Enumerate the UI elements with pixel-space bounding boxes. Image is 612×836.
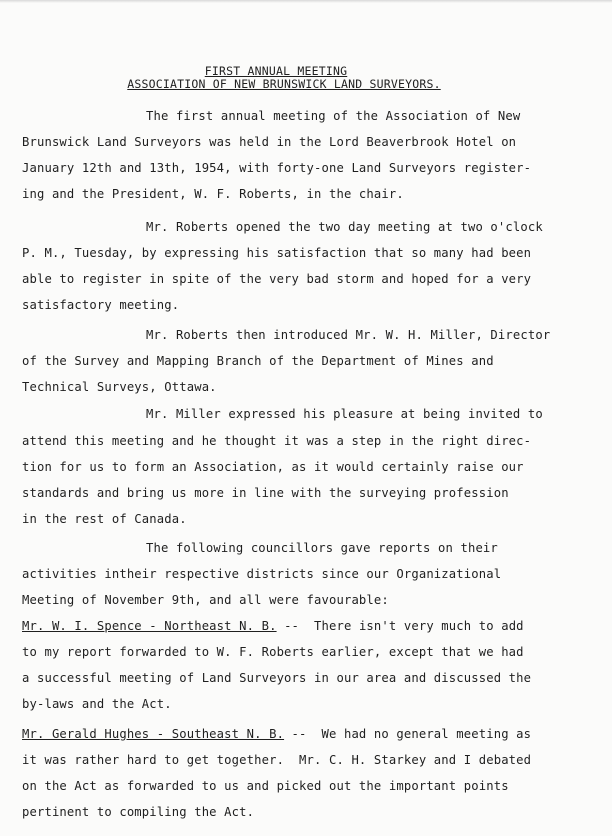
paragraph-2-line-1: Mr. Roberts opened the two day meeting at two o'clock — [146, 220, 543, 234]
report-1-first-line-text: -- There isn't very much to add — [276, 619, 524, 633]
report-2-line-3: on the Act as forwarded to us and picked out the important points — [22, 779, 509, 793]
paragraph-4-line-1: Mr. Miller expressed his pleasure at being invited to — [146, 407, 543, 421]
report-1-line-3: a successful meeting of Land Surveyors in our area and discussed the — [22, 671, 532, 685]
report-2-speaker: Mr. Gerald Hughes - Southeast N. B. — [22, 727, 285, 741]
paragraph-2-line-2: P. M., Tuesday, by expressing his satisfaction that so many had been — [22, 246, 532, 260]
report-2-first-line-text: -- We had no general meeting as — [284, 727, 532, 741]
paragraph-4-line-2: attend this meeting and he thought it was a step in the right direc- — [22, 434, 532, 448]
page-edge — [0, 0, 612, 3]
paragraph-3-line-2: of the Survey and Mapping Branch of the Department of Mines and — [22, 354, 494, 368]
paragraph-4-line-4: standards and bring us more in line with the surveying profession — [22, 486, 509, 500]
paragraph-1-line-3: January 12th and 13th, 1954, with forty-one Land Surveyors register- — [22, 161, 532, 175]
paragraph-5-line-3: Meeting of November 9th, and all were favourable: — [22, 593, 389, 607]
paragraph-4-line-3: tion for us to form an Association, as it would certainly raise our — [22, 460, 524, 474]
report-1-line-2: to my report forwarded to W. F. Roberts earlier, except that we had — [22, 645, 524, 659]
paragraph-2-line-3: able to register in spite of the very bad storm and hoped for a very — [22, 272, 532, 286]
paragraph-5-line-1: The following councillors gave reports on their — [146, 541, 498, 555]
paragraph-1-line-1: The first annual meeting of the Association of New — [146, 109, 521, 123]
paragraph-1-line-2: Brunswick Land Surveyors was held in the Lord Beaverbrook Hotel on — [22, 135, 517, 149]
title-line-2: ASSOCIATION OF NEW BRUNSWICK LAND SURVEYORS. — [127, 77, 441, 91]
paragraph-2-line-4: satisfactory meeting. — [22, 298, 180, 312]
paragraph-5-line-2: activities intheir respective districts since our Organizational — [22, 567, 502, 581]
paragraph-3-line-1: Mr. Roberts then introduced Mr. W. H. Miller, Director — [146, 328, 551, 342]
report-2-line-2: it was rather hard to get together. Mr. C. H. Starkey and I debated — [22, 753, 532, 767]
report-1-line-4: by-laws and the Act. — [22, 697, 172, 711]
report-1-first-line — [22, 618, 524, 634]
paragraph-4-line-5: in the rest of Canada. — [22, 512, 187, 526]
paragraph-3-line-3: Technical Surveys, Ottawa. — [22, 380, 217, 394]
report-2-first-line — [22, 726, 531, 742]
paragraph-1-line-4: ing and the President, W. F. Roberts, in the chair. — [22, 187, 404, 201]
report-1-speaker: Mr. W. I. Spence - Northeast N. B. — [22, 619, 277, 633]
title-line-1: FIRST ANNUAL MEETING — [204, 64, 348, 78]
report-2-line-4: pertinent to compiling the Act. — [22, 805, 255, 819]
